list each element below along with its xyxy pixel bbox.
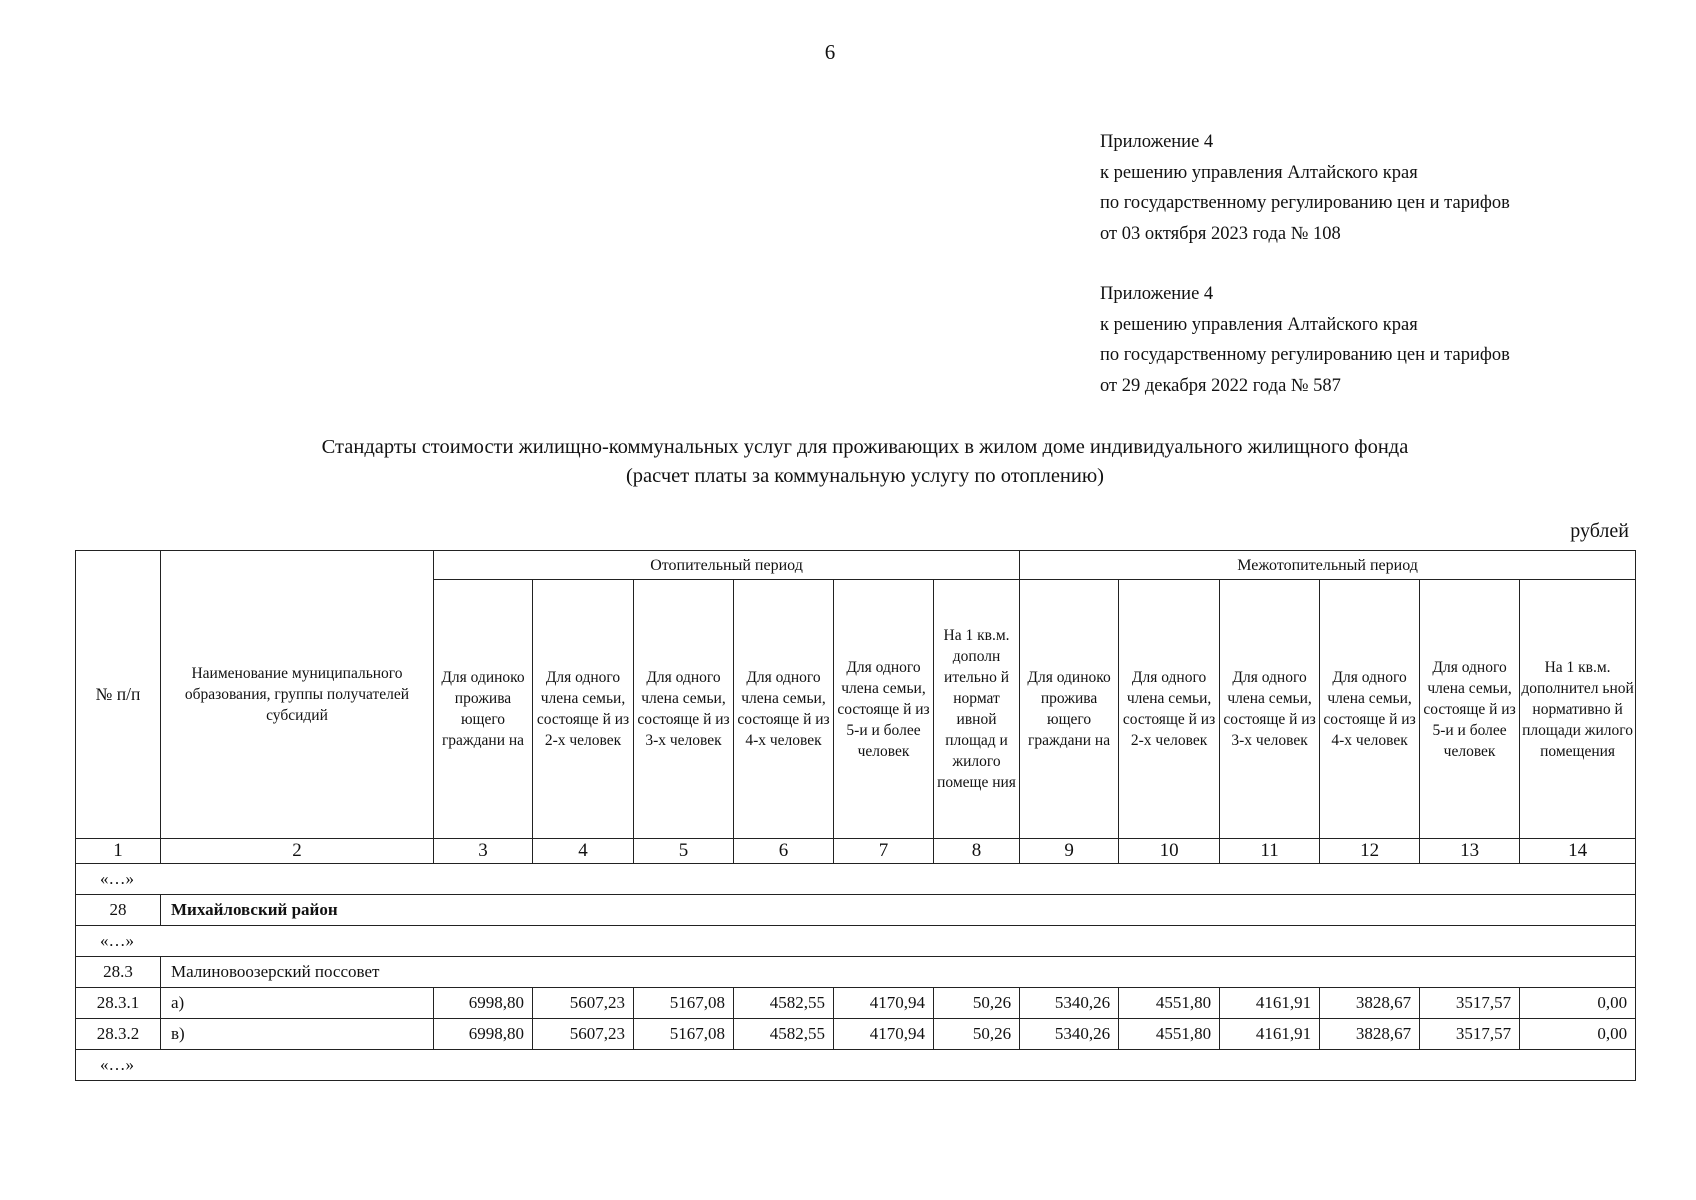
row-value: 4551,80 bbox=[1119, 988, 1220, 1019]
ellipsis-text: «…» bbox=[76, 864, 1636, 895]
appendix-previous-line3: по государственному регулированию цен и тарифов bbox=[1100, 345, 1510, 365]
row-value: 3828,67 bbox=[1320, 988, 1420, 1019]
row-value: 4551,80 bbox=[1119, 1019, 1220, 1050]
row-value: 4170,94 bbox=[834, 1019, 934, 1050]
row-value: 4161,91 bbox=[1220, 988, 1320, 1019]
column-number: 5 bbox=[634, 839, 734, 864]
header-col-5: Для одного члена семьи, состояще й из 3-х человек bbox=[634, 580, 734, 839]
row-name: а) bbox=[161, 988, 434, 1019]
header-col-3: Для одиноко прожива ющего граждани на bbox=[434, 580, 533, 839]
appendix-current-line3: по государственному регулированию цен и тарифов bbox=[1100, 193, 1510, 213]
settlement-row bbox=[76, 957, 1636, 988]
header-col-8: На 1 кв.м. дополн ительно й нормат ивной площад и жилого помеще ния bbox=[934, 580, 1020, 839]
table-row bbox=[76, 1019, 1636, 1050]
column-number: 6 bbox=[734, 839, 834, 864]
row-value: 6998,80 bbox=[434, 988, 533, 1019]
row-value: 3517,57 bbox=[1420, 1019, 1520, 1050]
row-value: 5607,23 bbox=[533, 1019, 634, 1050]
row-value: 5340,26 bbox=[1020, 988, 1119, 1019]
ellipsis-text: «…» bbox=[76, 926, 1636, 957]
row-value: 4161,91 bbox=[1220, 1019, 1320, 1050]
header-heating-period: Отопительный период bbox=[434, 551, 1020, 580]
column-number: 11 bbox=[1220, 839, 1320, 864]
row-value: 3828,67 bbox=[1320, 1019, 1420, 1050]
header-col-7: Для одного члена семьи, состояще й из 5-и и более человек bbox=[834, 580, 934, 839]
settlement-index: 28.3 bbox=[76, 957, 161, 988]
row-value: 5607,23 bbox=[533, 988, 634, 1019]
appendix-current-line1: Приложение 4 bbox=[1100, 132, 1214, 152]
row-index: 28.3.2 bbox=[76, 1019, 161, 1050]
title-line1: Стандарты стоимости жилищно-коммунальных услуг для проживающих в жилом доме индивидуального жилищного фонда bbox=[321, 436, 1409, 458]
header-col-11: Для одного члена семьи, состояще й из 3-х человек bbox=[1220, 580, 1320, 839]
column-number: 2 bbox=[161, 839, 434, 864]
row-value: 5340,26 bbox=[1020, 1019, 1119, 1050]
document-title bbox=[0, 433, 1696, 491]
header-col-4: Для одного члена семьи, состояще й из 2-х человек bbox=[533, 580, 634, 839]
header-col-14: На 1 кв.м. дополнител ьной нормативно й площади жилого помещения bbox=[1520, 580, 1636, 839]
row-value: 4582,55 bbox=[734, 988, 834, 1019]
column-number: 14 bbox=[1520, 839, 1636, 864]
column-number-row bbox=[76, 839, 1636, 864]
page-number: 6 bbox=[824, 40, 836, 64]
district-name: Михайловский район bbox=[161, 895, 1636, 926]
header-col-10: Для одного члена семьи, состояще й из 2-х человек bbox=[1119, 580, 1220, 839]
appendix-current bbox=[1100, 127, 1510, 249]
row-value: 4170,94 bbox=[834, 988, 934, 1019]
column-number: 7 bbox=[834, 839, 934, 864]
column-number: 13 bbox=[1420, 839, 1520, 864]
row-value: 3517,57 bbox=[1420, 988, 1520, 1019]
title-line2: (расчет платы за коммунальную услугу по отоплению) bbox=[625, 465, 1105, 487]
column-number: 8 bbox=[934, 839, 1020, 864]
column-number: 3 bbox=[434, 839, 533, 864]
row-value: 6998,80 bbox=[434, 1019, 533, 1050]
header-col-12: Для одного члена семьи, состояще й из 4-х человек bbox=[1320, 580, 1420, 839]
header-name: Наименование муниципального образования, группы получателей субсидий bbox=[161, 551, 434, 839]
settlement-name: Малиновоозерский поссовет bbox=[161, 957, 1636, 988]
appendix-current-line4: от 03 октября 2023 года № 108 bbox=[1100, 223, 1341, 244]
column-number: 10 bbox=[1119, 839, 1220, 864]
district-index: 28 bbox=[76, 895, 161, 926]
appendix-previous bbox=[1100, 279, 1510, 401]
appendix-previous-line1: Приложение 4 bbox=[1100, 284, 1214, 304]
tariff-table bbox=[75, 550, 1636, 1081]
row-value: 4582,55 bbox=[734, 1019, 834, 1050]
header-col-9: Для одиноко прожива ющего граждани на bbox=[1020, 580, 1119, 839]
header-nonheating-period: Межотопительный период bbox=[1020, 551, 1636, 580]
column-number: 12 bbox=[1320, 839, 1420, 864]
appendix-current-line2: к решению управления Алтайского края bbox=[1100, 162, 1418, 183]
ellipsis-row bbox=[76, 1050, 1636, 1081]
row-name: в) bbox=[161, 1019, 434, 1050]
ellipsis-text: «…» bbox=[76, 1050, 1636, 1081]
row-value: 0,00 bbox=[1520, 988, 1636, 1019]
header-row-groups bbox=[76, 551, 1636, 580]
column-number: 9 bbox=[1020, 839, 1119, 864]
row-value: 5167,08 bbox=[634, 988, 734, 1019]
appendix-previous-line4: от 29 декабря 2022 года № 587 bbox=[1100, 375, 1341, 396]
row-index: 28.3.1 bbox=[76, 988, 161, 1019]
column-number: 1 bbox=[76, 839, 161, 864]
header-col-13: Для одного члена семьи, состояще й из 5-и и более человек bbox=[1420, 580, 1520, 839]
units-label: рублей bbox=[1570, 520, 1629, 542]
row-value: 50,26 bbox=[934, 988, 1020, 1019]
header-num: № п/п bbox=[76, 551, 161, 839]
header-col-6: Для одного члена семьи, состояще й из 4-х человек bbox=[734, 580, 834, 839]
ellipsis-row bbox=[76, 926, 1636, 957]
ellipsis-row bbox=[76, 864, 1636, 895]
district-row bbox=[76, 895, 1636, 926]
appendix-previous-line2: к решению управления Алтайского края bbox=[1100, 314, 1418, 335]
row-value: 5167,08 bbox=[634, 1019, 734, 1050]
table-row bbox=[76, 988, 1636, 1019]
row-value: 0,00 bbox=[1520, 1019, 1636, 1050]
row-value: 50,26 bbox=[934, 1019, 1020, 1050]
column-number: 4 bbox=[533, 839, 634, 864]
